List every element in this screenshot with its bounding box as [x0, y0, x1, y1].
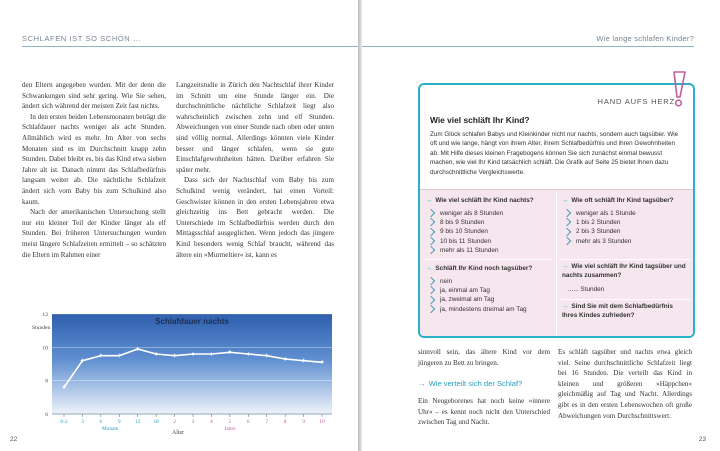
exclamation-icon	[668, 70, 690, 108]
question-daytime-nap	[426, 265, 554, 274]
x-tick-label: 0-2	[60, 419, 68, 425]
data-point: ✦	[190, 350, 196, 359]
option-label: weniger als 8 Stunden	[440, 210, 504, 217]
x-tick-label: 5	[228, 419, 232, 425]
box-title: Wie viel schläft Ihr Kind?	[430, 115, 530, 125]
paragraph: Dass sich der Nachtschlaf vom Baby bis zum Schulkind wenig verändert, hat einen Vorteil: Geschwister können in den ersten Lebensjahren etwa gleichzeitig ins Bett gebracht werden. Die Unterschiede im Schlafbedürfnis werden durch den Mittagsschlaf ausgeglichen. Wenn jedoch das jüngere Kind besonders wenig Schlaf braucht, während das ältere ein »Murmeltier« ist, kann es	[176, 176, 334, 259]
option[interactable]	[428, 295, 527, 304]
option[interactable]	[564, 218, 636, 227]
option-label: ja, mindestens dreimal am Tag	[440, 305, 527, 313]
data-point: ✦	[319, 358, 325, 367]
options-nights	[428, 209, 503, 255]
left-column-1	[22, 80, 166, 260]
checkmark-icon	[564, 219, 573, 226]
right-column-1-bottom	[418, 396, 550, 428]
option[interactable]	[428, 305, 527, 314]
data-point: ✦	[116, 352, 123, 361]
subheading	[418, 379, 522, 388]
header-rule-right	[362, 46, 694, 47]
question-nights	[426, 197, 554, 206]
checkmark-icon	[564, 229, 573, 236]
subheading-text: Wie verteilt sich der Schlaf?	[428, 379, 523, 388]
questionnaire-box	[418, 83, 695, 338]
checkmark-icon	[428, 297, 437, 304]
option-label: 2 bis 3 Stunden	[576, 228, 621, 236]
x-tick-label: 2	[173, 419, 176, 425]
paragraph: Nach der amerikanischen Untersuchung stellt nur ein kleiner Teil der Kinder länger als elf Stunden. Bei früheren Untersuchungen wurden meist längere Schlafzeiten ermittelt – so schätzten die Eltern im Rahmen einer	[22, 208, 166, 259]
option[interactable]	[428, 277, 527, 286]
option-label: mehr als 11 Stunden	[440, 246, 499, 254]
option[interactable]	[564, 209, 636, 218]
option[interactable]	[428, 218, 503, 227]
paragraph: Langzeitstudie in Zürich den Nachtschlaf ihrer Kinder im Schnitt um eine Stunde länger ein. Die durchschnittliche nächtliche Schlafzeit liegt also wahrscheinlich zwischen zehn und elf Stunden. Abweichungen von einer Stunde nach oben oder unten sind völlig normal. Allerdings könnten viele Kinder besser und länger schlafen, wenn sie gute Einschlafgewohnheiten hätten. Darüber erfahren Sie später mehr.	[176, 81, 334, 174]
x-tick-label: 4	[210, 419, 213, 425]
answer-total[interactable]: ...... Stunden	[568, 286, 605, 293]
checkmark-icon	[428, 278, 437, 285]
data-point: ✦	[134, 345, 141, 354]
option-label: ja, einmal am Tag	[440, 287, 490, 295]
checkmark-icon	[428, 238, 437, 245]
option[interactable]	[428, 286, 527, 295]
data-point: ✦	[97, 352, 104, 361]
y-tick-label: 6	[45, 412, 48, 418]
divider	[560, 299, 690, 300]
paragraph: Es schläft tagsüber und nachts etwa gleich viel. Seine durchschnittliche Schlafzeit liegt bei 16 Stunden. Die verteilt das Kind in kleinen und größeren »Häppchen« gleichmäßig auf Tag und Nacht. Allerdings gibt es in den ersten Lebenswochen oft große Abweichungen vom Durchschnittswert.	[558, 348, 692, 420]
x-tick-label: 3	[191, 419, 195, 425]
x-tick-label: 6	[246, 419, 250, 425]
plot-background	[52, 314, 332, 414]
x-tick-label: 12	[135, 419, 141, 425]
question-label: Schläft Ihr Kind noch tagsüber?	[435, 265, 533, 272]
box-intro: Zum Glück schlafen Babys und Kleinkinder nicht nur nachts, sondern auch tagsüber. Wie oft und wie lange, hängt von ihrem Alter, ihrem Schlafbedürfnis und ihren Gewohnheiten ab. Mit Hilfe dieses kleinen Fragebogens können Sie sich zunächst einmal bewusst machen, wie viel Ihr Kind tatsächlich schläft. Die Grafik auf Seite 25 bietet Ihnen dazu durchschnittliche Vergleichswerte.	[430, 131, 679, 176]
x-group-label: Monate	[101, 426, 119, 432]
running-head-right: Wie lange schlafen Kinder?	[596, 34, 694, 43]
sleep-duration-chart	[28, 312, 334, 440]
checkmark-icon	[428, 306, 437, 313]
question-label: Wie viel schläft Ihr Kind tagsüber und nachts zusammen?	[562, 263, 686, 279]
options-daytime-amount	[564, 209, 636, 246]
y-tick-label: 8	[45, 378, 48, 385]
y-tick-label: 12	[42, 312, 48, 318]
arrow-right-icon: →	[562, 197, 569, 204]
left-page	[0, 0, 358, 451]
data-point: ✦	[208, 350, 215, 359]
data-point: ✦	[263, 352, 270, 361]
x-tick-label: 6	[99, 419, 103, 425]
data-point: ✦	[245, 350, 252, 359]
x-tick-label: 9	[117, 419, 121, 425]
arrow-right-icon: →	[562, 263, 569, 270]
checkmark-icon	[428, 287, 437, 294]
question-label: Wie viel schläft Ihr Kind nachts?	[435, 197, 534, 204]
paragraph: den Eltern angegeben wurden. Mit der denn die Schwankungen sind sehr gering. Wie Sie sehen, ändert sich während der meisten Zeit fast nichts.	[22, 81, 166, 111]
data-point: ✦	[171, 352, 178, 361]
right-column-1-top	[418, 347, 550, 368]
question-total	[562, 263, 688, 280]
option-label: 10 bis 11 Stunden	[440, 237, 492, 245]
option-label: 8 bis 9 Stunden	[440, 219, 485, 227]
divider	[420, 189, 693, 190]
option[interactable]	[428, 246, 503, 255]
checkmark-icon	[564, 210, 573, 217]
option[interactable]	[564, 227, 636, 236]
x-group-label: Jahre	[224, 426, 236, 432]
question-daytime-amount	[562, 197, 692, 206]
paragraph: Ein Neugeborenes hat noch keine »innere Uhr« – es kennt noch nicht den Unterschied zwischen Tag und Nacht.	[418, 397, 550, 427]
divider	[424, 259, 552, 260]
option[interactable]	[564, 237, 636, 246]
divider	[556, 193, 557, 335]
arrow-right-icon: →	[426, 197, 433, 204]
checkmark-icon	[428, 229, 437, 236]
option[interactable]	[428, 227, 503, 236]
option-label: ja, zweimal am Tag	[440, 296, 495, 304]
data-point: ✦	[153, 350, 160, 359]
option-label: weniger als 1 Stunde	[576, 210, 636, 217]
option-label: 9 bis 10 Stunden	[440, 228, 488, 236]
checkmark-icon	[428, 219, 437, 226]
x-tick-label: 3	[81, 419, 84, 425]
page-number-right: 23	[698, 436, 706, 443]
option[interactable]	[428, 237, 503, 246]
running-head-left: SCHLAFEN IST SO SCHÖN …	[22, 34, 142, 43]
arrow-right-icon: →	[418, 379, 426, 388]
header-rule-left	[22, 46, 358, 47]
chart-title: Schlafdauer nachts	[155, 317, 229, 326]
data-point: ✦	[282, 355, 289, 364]
question-label: Wie oft schläft Ihr Kind tagsüber?	[571, 197, 674, 204]
x-tick-label: 8	[283, 419, 287, 425]
question-satisfied	[562, 303, 688, 320]
y-tick-label: 10	[42, 345, 48, 352]
questionnaire-area	[420, 189, 693, 336]
x-axis-label: Alter	[172, 430, 184, 436]
checkmark-icon	[428, 247, 437, 254]
option-label: 1 bis 2 Stunden	[576, 219, 621, 227]
y-axis-label: Stunden	[32, 325, 51, 331]
arrow-right-icon: →	[562, 303, 569, 310]
divider	[560, 259, 690, 260]
left-column-2	[176, 80, 334, 260]
page-number-left: 22	[10, 436, 18, 443]
data-point: ✦	[79, 357, 86, 366]
arrow-right-icon: →	[426, 265, 433, 272]
checkmark-icon	[428, 210, 437, 217]
data-point: ✦	[300, 357, 307, 366]
x-tick-label: 9	[302, 419, 305, 425]
paragraph: sinnvoll sein, das ältere Kind vor dem jüngeren zu Bett zu bringen.	[418, 348, 550, 367]
option-label: nein	[440, 278, 453, 285]
question-label: Sind Sie mit dem Schlafbedürfnis Ihres Kindes zufrieden?	[562, 303, 673, 319]
x-tick-label: 7	[265, 419, 269, 425]
x-tick-label: 18	[153, 419, 159, 425]
paragraph: In den ersten beiden Lebensmonaten beträgt die Schlafdauer nachts weniger als acht Stunden. Allmählich wird es mehr. Im Alter von sechs Monaten sind es im Durchschnitt knapp zehn Stunden. Dabei bleibt es, bis das Kind etwa sieben Jahre alt ist. Danach nimmt das Schlafbedürfnis langsam weiter ab. Die nächtliche Schlafzeit ändert sich vom Baby bis zum Schulkind also kaum.	[22, 112, 166, 206]
option[interactable]	[428, 209, 503, 218]
checkmark-icon	[564, 238, 573, 245]
option-label: mehr als 3 Stunden	[576, 237, 632, 245]
x-tick-label: 10	[319, 419, 325, 425]
box-tag: HAND AUFS HERZ	[597, 97, 675, 106]
data-point: ✦	[226, 348, 233, 357]
options-daytime-nap	[428, 277, 527, 314]
right-column-2	[558, 347, 692, 421]
data-point: ✦	[61, 383, 67, 392]
